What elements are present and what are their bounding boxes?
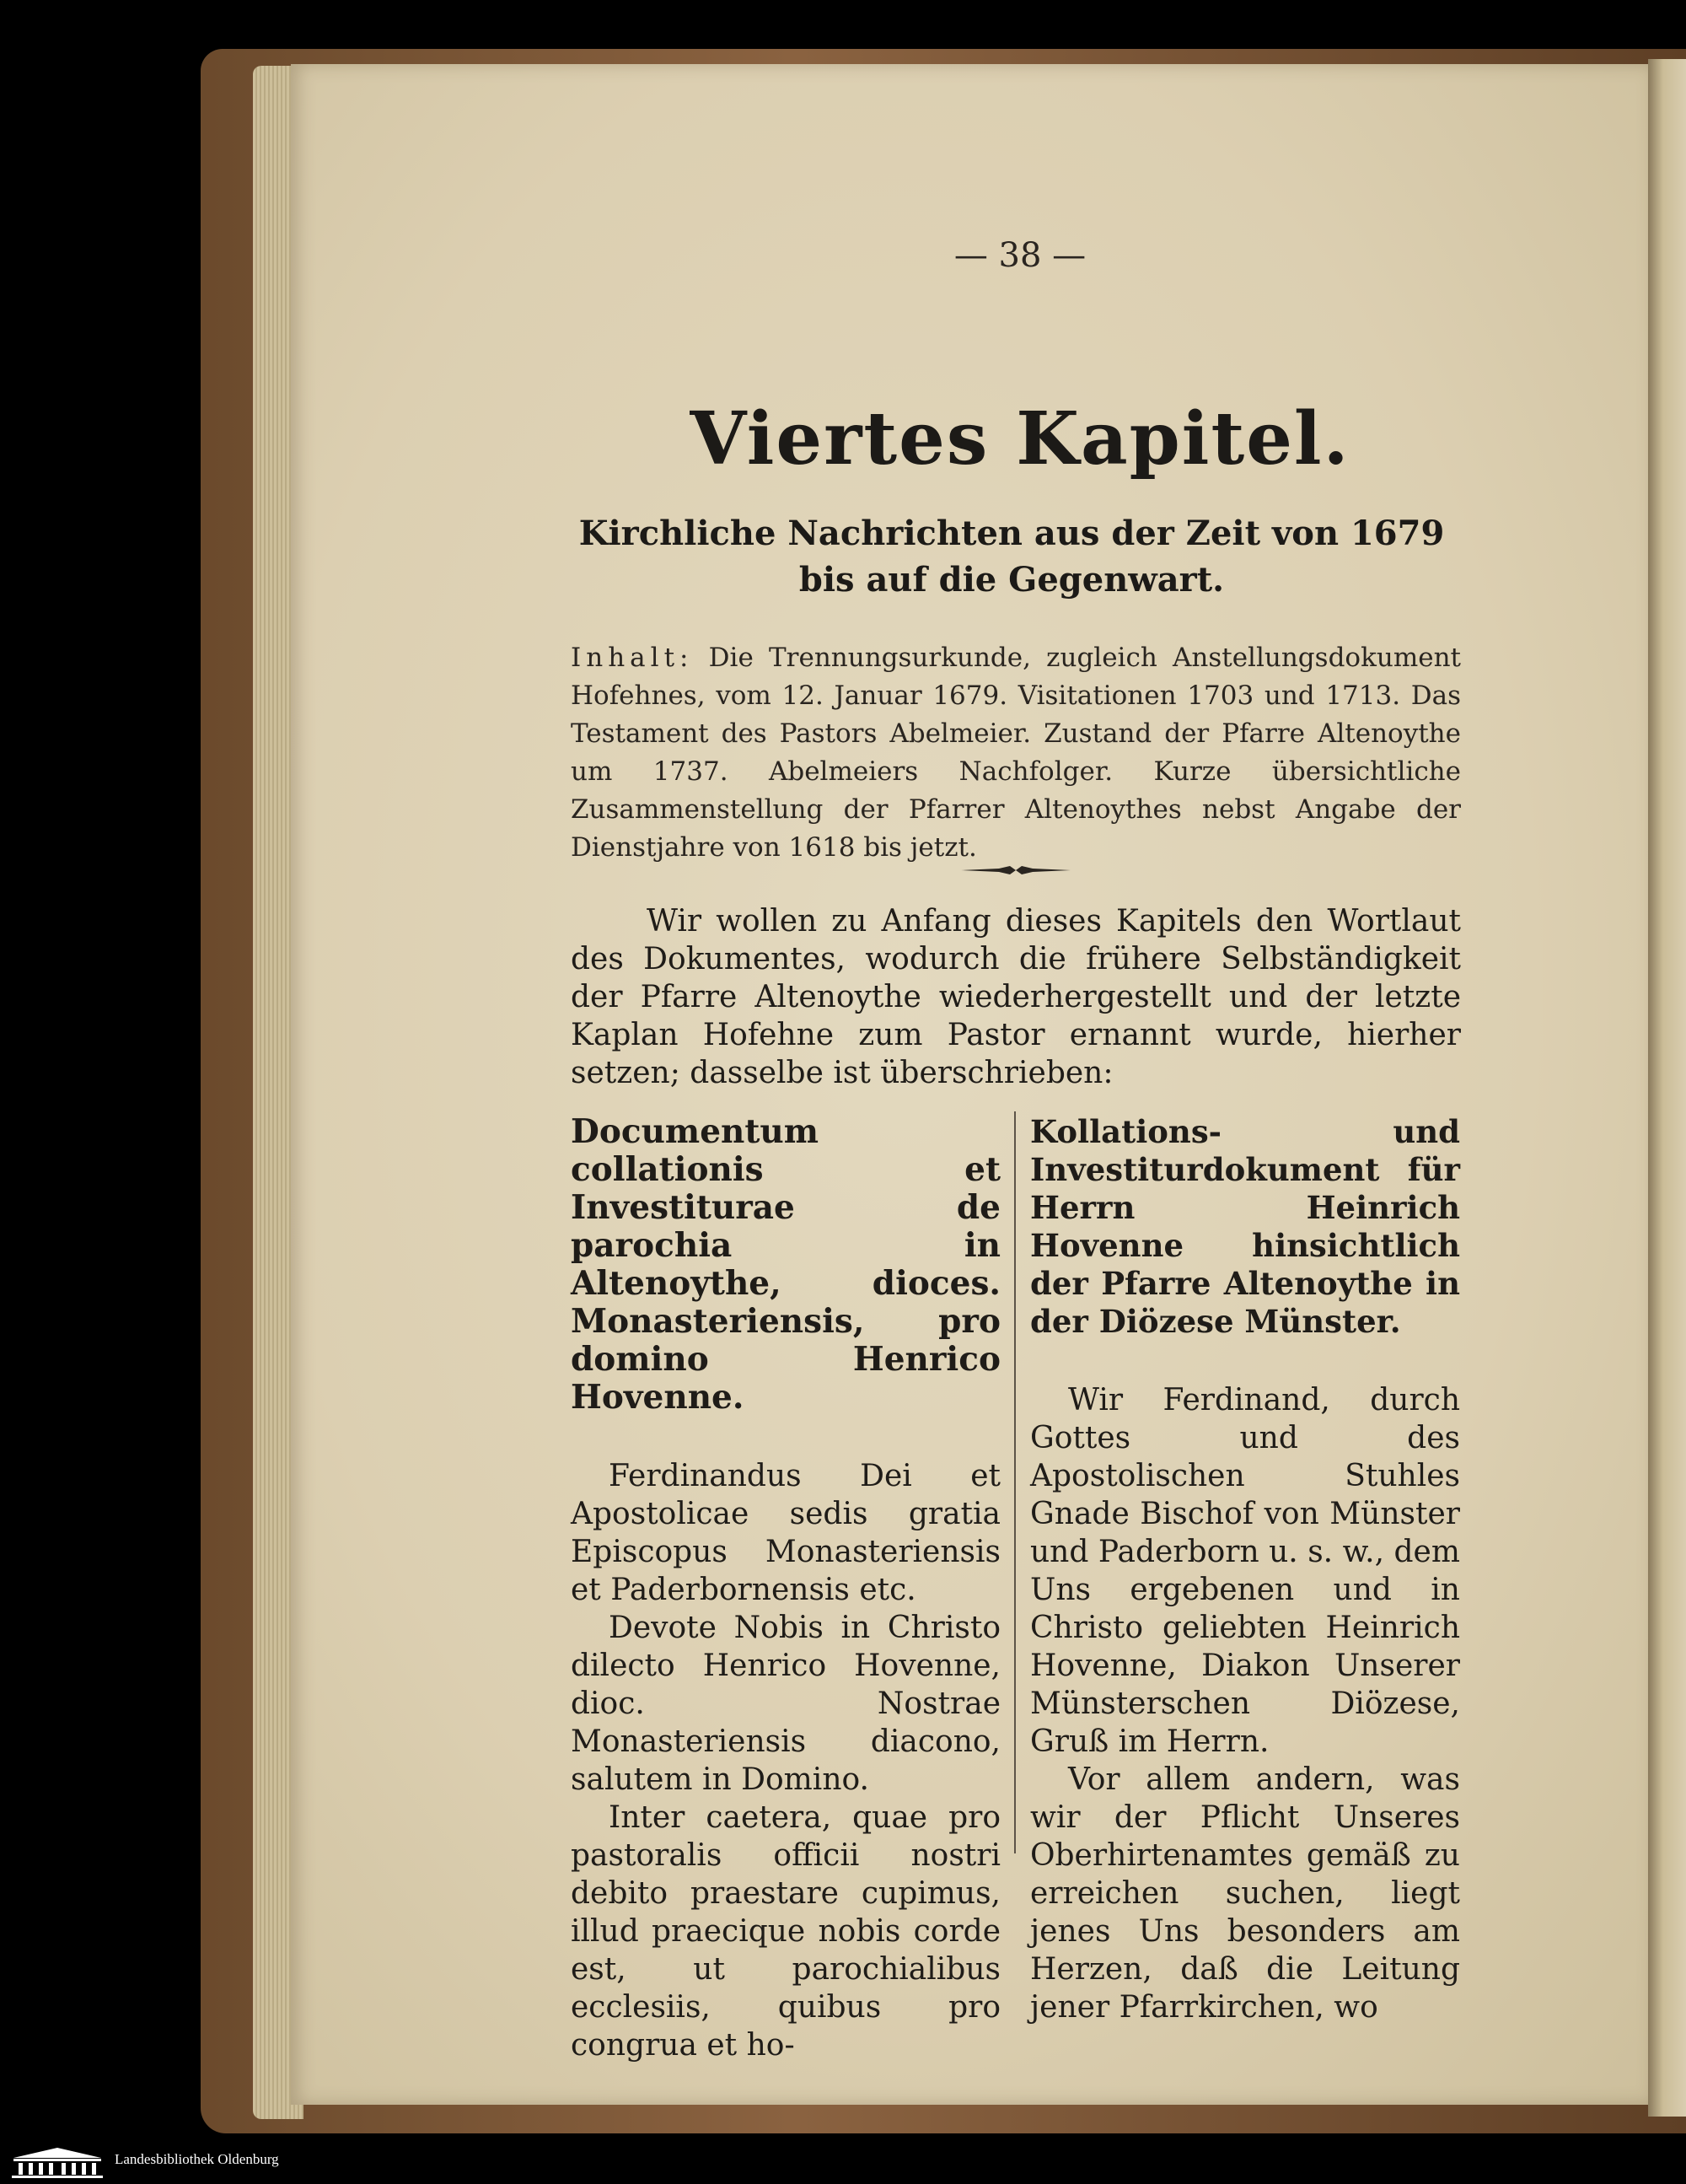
german-body <box>1030 1381 1460 2026</box>
chapter-title: Viertes Kapitel. <box>690 396 1350 481</box>
chapter-subtitle: Kirchliche Nachrichten aus der Zeit von 1679 bis auf die Gegenwart. <box>578 514 1445 600</box>
latin-heading: Documentum collationis et Investiturae de parochia in Altenoythe, dioces. Monasteriensis, pro domino Henrico Hovenne. <box>571 1112 1001 1417</box>
page-number: — 38 — <box>953 236 1087 275</box>
next-page-edge <box>1648 59 1686 2117</box>
latin-column <box>571 1113 1001 2064</box>
latin-paragraph: Inter caetera, quae pro pastoralis officii nostri debito praestare cupimus, illud praecique nobis corde est, ut parochialibus ecclesiis, quibus pro congrua et ho- <box>571 1800 1001 2063</box>
column-divider <box>1014 1111 1016 1853</box>
divider-ornament-icon <box>961 864 1071 876</box>
latin-paragraph: Ferdinandus Dei et Apostolicae sedis gratia Episcopus Monasteriensis et Paderbornensis etc. <box>571 1459 1001 1607</box>
library-name: Landesbibliothek Oldenburg <box>115 2151 279 2167</box>
german-paragraph: Wir Ferdinand, durch Gottes und des Apostolischen Stuhles Gnade Bischof von Münster und Paderborn u. s. w., dem Uns ergebenen und in Christo geliebten Heinrich Hovenne, Diakon Unserer Münsterschen Diözese, Gruß im Herrn. <box>1030 1383 1460 1759</box>
latin-paragraph: Devote Nobis in Christo dilecto Henrico Hovenne, dioc. Nostrae Monasteriensis diacono, salutem in Domino. <box>571 1611 1001 1797</box>
german-paragraph: Vor allem andern, was wir der Pflicht Unseres Oberhirtenamtes gemäß zu erreichen suchen, liegt jenes Uns besonders am Herzen, daß die Leitung jener Pfarrkirchen, wo <box>1030 1762 1460 2025</box>
summary-label: Inhalt: <box>571 643 694 673</box>
library-building-icon <box>10 2146 105 2178</box>
german-heading: Kollations- und Investiturdokument für Herrn Heinrich Hovenne hinsichtlich der Pfarre Altenoythe in der Diözese Münster. <box>1030 1113 1460 1340</box>
summary-text: Die Trennungsurkunde, zugleich Anstellungsdokument Hofehnes, vom 12. Januar 1679. Visitationen 1703 und 1713. Das Testament des Pastors Abelmeier. Zustand der Pfarre Altenoythe um 1737. Abelmeiers Nachfolger. Kurze übersichtliche Zusammenstellung der Pfarrer Altenoythes nebst Angabe der Dienstjahre von 1618 bis jetzt. <box>571 643 1461 863</box>
german-column <box>1030 1113 1460 2026</box>
chapter-summary <box>571 639 1461 867</box>
intro-paragraph: Wir wollen zu Anfang dieses Kapitels den Wortlaut des Dokumentes, wodurch die frühere Selbständigkeit der Pfarre Altenoythe wiederhergestellt und der letzte Kaplan Hofehne zum Pastor ernannt wurde, hierher setzen; dasselbe ist überschrieben: <box>571 904 1461 1090</box>
latin-body <box>571 1457 1001 2064</box>
